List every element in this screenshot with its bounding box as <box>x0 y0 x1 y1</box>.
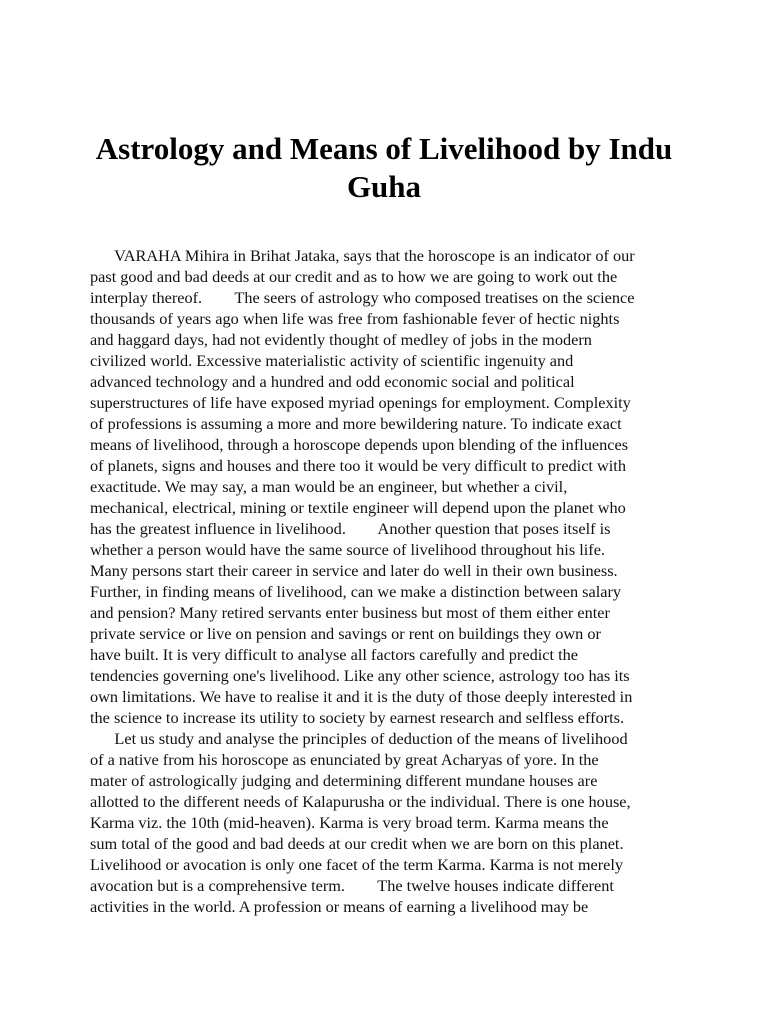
text-line: VARAHA Mihira in Brihat Jataka, says that the horoscope is an indicator of our <box>90 246 635 265</box>
text-line: Further, in finding means of livelihood, can we make a distinction between salary <box>90 582 622 601</box>
text-line: Many persons start their career in service and later do well in their own business. <box>90 561 618 580</box>
text-line: private service or live on pension and savings or rent on buildings they own or <box>90 624 601 643</box>
text-line: sum total of the good and bad deeds at our credit when we are born on this planet. <box>90 834 624 853</box>
text-line: Livelihood or avocation is only one facet of the term Karma. Karma is not merely <box>90 855 624 874</box>
document-body <box>90 245 690 917</box>
text-line: have built. It is very difficult to analyse all factors carefully and predict the <box>90 645 578 664</box>
text-line: and pension? Many retired servants enter business but most of them either enter <box>90 603 610 622</box>
text-line: whether a person would have the same source of livelihood throughout his life. <box>90 540 605 559</box>
text-line: means of livelihood, through a horoscope depends upon blending of the influences <box>90 435 629 454</box>
text-line: own limitations. We have to realise it and it is the duty of those deeply interested in <box>90 687 633 706</box>
text-line: of a native from his horoscope as enunciated by great Acharyas of yore. In the <box>90 750 599 769</box>
text-line: avocation but is a comprehensive term. The twelve houses indicate different <box>90 876 614 895</box>
text-line: of professions is assuming a more and more bewildering nature. To indicate exact <box>90 414 622 433</box>
text-line: and haggard days, had not evidently thought of medley of jobs in the modern <box>90 330 592 349</box>
text-line: has the greatest influence in livelihood. Another question that poses itself is <box>90 519 611 538</box>
text-line: Let us study and analyse the principles of deduction of the means of livelihood <box>90 729 628 748</box>
text-line: interplay thereof. The seers of astrology who composed treatises on the science <box>90 288 635 307</box>
text-line: superstructures of life have exposed myriad openings for employment. Complexity <box>90 393 631 412</box>
text-line: mechanical, electrical, mining or textile engineer will depend upon the planet who <box>90 498 626 517</box>
document-title: Astrology and Means of Livelihood by Indu Guha <box>95 131 673 204</box>
text-line: activities in the world. A profession or means of earning a livelihood may be <box>90 897 589 916</box>
text-line: exactitude. We may say, a man would be an engineer, but whether a civil, <box>90 477 568 496</box>
text-line: allotted to the different needs of Kalapurusha or the individual. There is one house, <box>90 792 631 811</box>
text-line: civilized world. Excessive materialistic activity of scientific ingenuity and <box>90 351 574 370</box>
paragraph-2 <box>90 728 690 917</box>
text-line: advanced technology and a hundred and odd economic social and political <box>90 372 575 391</box>
text-line: mater of astrologically judging and determining different mundane houses are <box>90 771 598 790</box>
text-line: tendencies governing one's livelihood. Like any other science, astrology too has its <box>90 666 630 685</box>
text-line: of planets, signs and houses and there too it would be very difficult to predict with <box>90 456 626 475</box>
text-line: past good and bad deeds at our credit and as to how we are going to work out the <box>90 267 618 286</box>
paragraph-1 <box>90 245 690 728</box>
text-line: Karma viz. the 10th (mid-heaven). Karma is very broad term. Karma means the <box>90 813 609 832</box>
text-line: the science to increase its utility to society by earnest research and selfless efforts. <box>90 708 625 727</box>
text-line: thousands of years ago when life was free from fashionable fever of hectic nights <box>90 309 620 328</box>
